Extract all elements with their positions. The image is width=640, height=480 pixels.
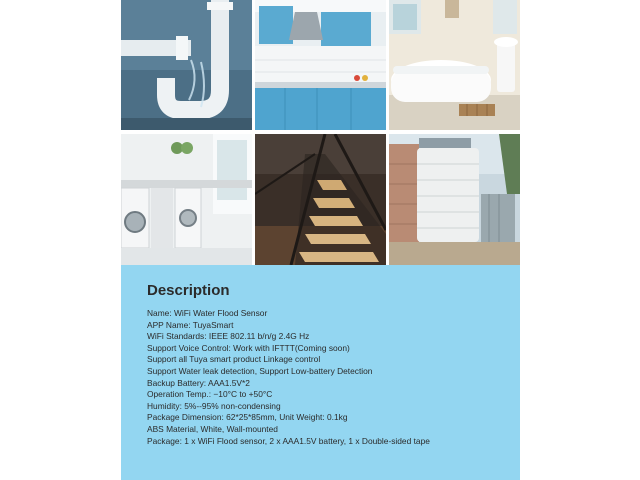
spec-line: Backup Battery: AAA1.5V*2 (147, 377, 250, 388)
water-tank-photo (389, 134, 520, 265)
laundry-room-washing-machine-photo (121, 134, 252, 265)
basement-stairs-photo (255, 134, 386, 265)
spec-line: WiFi Standards: IEEE 802.11 b/n/g 2.4G Hz (147, 331, 310, 342)
spec-list (147, 308, 430, 447)
spec-line: APP Name: TuyaSmart (147, 319, 234, 330)
description-panel (121, 265, 520, 480)
kitchen-photo (255, 0, 386, 130)
spec-line: Support all Tuya smart product Linkage control (147, 354, 321, 365)
spec-line: ABS Material, White, Wall-mounted (147, 423, 278, 434)
spec-line: Name: WiFi Water Flood Sensor (147, 308, 268, 318)
spec-line: Support Water leak detection, Support Low-battery Detection (147, 365, 373, 376)
spec-line: Humidity: 5%--95% non-condensing (147, 400, 281, 411)
spec-line: Support Voice Control: Work with IFTTT(Coming soon) (147, 342, 350, 353)
photo-grid (121, 0, 520, 265)
spec-line: Package: 1 x WiFi Flood sensor, 2 x AAA1.5V battery, 1 x Double-sided tape (147, 435, 430, 446)
leaking-pipe-photo (121, 0, 252, 130)
description-title: Description (147, 282, 230, 299)
spec-line: Package Dimension: 62*25*85mm, Unit Weight: 0.1kg (147, 412, 348, 423)
spec-line: Operation Temp.: −10°C to +50°C (147, 389, 273, 400)
bathroom-bathtub-photo (389, 0, 520, 130)
